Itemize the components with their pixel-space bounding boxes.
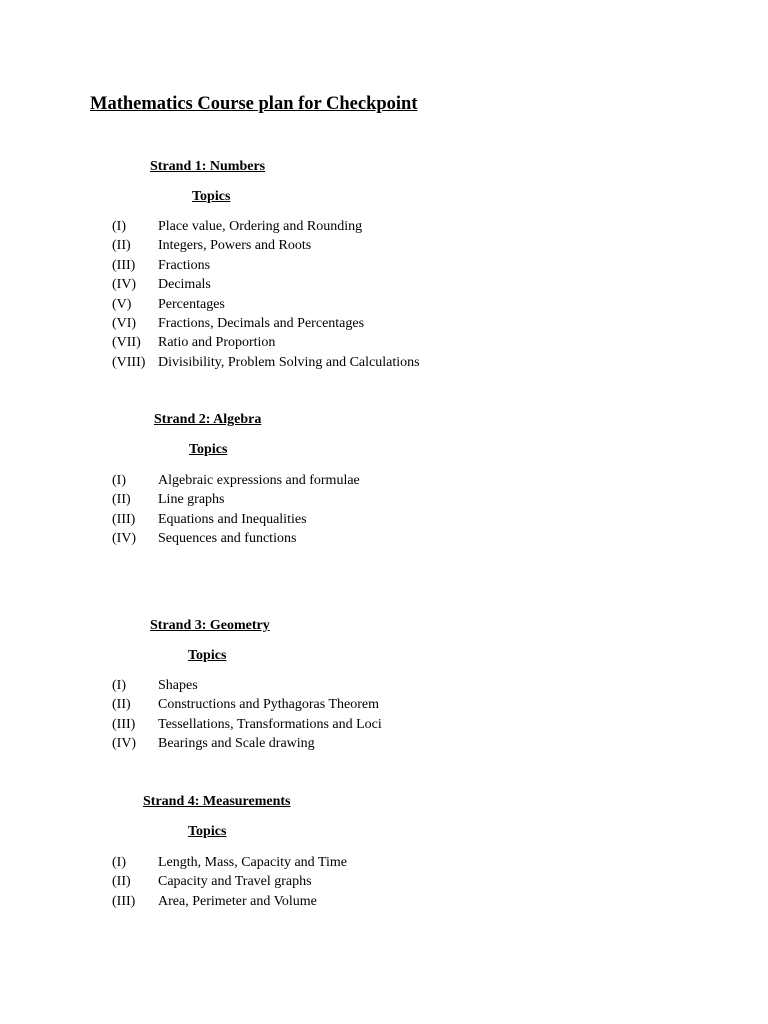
list-item [112,872,347,891]
strand-1-heading: Strand 1: Numbers [150,159,266,174]
topic-number: (IV) [112,277,137,293]
topic-number: (V) [112,296,132,312]
strand-2-topic-list [112,471,360,549]
topic-number: (II) [112,874,131,890]
list-item [112,695,382,714]
topic-number: (I) [112,678,126,693]
list-item [112,853,347,872]
list-item [112,236,420,255]
topic-number: (IV) [112,531,137,547]
document-title: Mathematics Course plan for Checkpoint [90,94,418,114]
topic-number: (II) [112,697,131,713]
strand-4-topic-list [112,853,347,911]
topic-text: Capacity and Travel graphs [158,874,312,890]
strand-1-topics-heading: Topics [192,189,231,204]
topic-text: Tessellations, Transformations and Loci [158,716,382,732]
topic-number: (II) [112,238,131,254]
topic-text: Constructions and Pythagoras Theorem [158,697,379,713]
list-item [112,217,420,236]
topic-text: Integers, Powers and Roots [158,238,312,254]
topic-text: Percentages [158,296,225,312]
topic-text: Bearings and Scale drawing [158,736,315,752]
topic-text: Fractions [158,257,211,273]
list-item [112,314,420,333]
topic-number: (III) [112,511,136,527]
list-item [112,529,360,548]
list-item [112,734,382,753]
topic-number: (III) [112,893,136,909]
strand-4-heading: Strand 4: Measurements [143,794,291,809]
topic-text: Fractions, Decimals and Percentages [158,315,365,331]
topic-text: Line graphs [158,492,225,508]
topic-text: Area, Perimeter and Volume [158,893,317,909]
topic-number: (III) [112,257,136,273]
strand-3-topics-heading: Topics [188,648,227,663]
list-item [112,510,360,529]
topic-text: Length, Mass, Capacity and Time [158,855,347,870]
topic-text: Algebraic expressions and formulae [158,473,360,488]
topic-number: (VII) [112,335,141,351]
list-item [112,333,420,352]
list-item [112,275,420,294]
topic-text: Sequences and functions [158,531,297,547]
topic-text: Decimals [158,277,211,293]
list-item [112,892,347,911]
topic-number: (VIII) [112,354,146,370]
topic-text: Shapes [158,678,198,693]
topic-number: (I) [112,473,126,488]
strand-2-topics-heading: Topics [189,442,228,457]
topic-number: (I) [112,219,126,234]
topic-number: (II) [112,492,131,508]
list-item [112,715,382,734]
list-item [112,490,360,509]
strand-2-heading: Strand 2: Algebra [154,412,262,427]
topic-text: Ratio and Proportion [158,335,276,351]
strand-4-topics-heading: Topics [188,824,227,839]
topic-number: (III) [112,716,136,732]
topic-number: (IV) [112,736,137,752]
topic-text: Divisibility, Problem Solving and Calculations [158,354,420,370]
list-item [112,471,360,490]
list-item [112,676,382,695]
topic-text: Place value, Ordering and Rounding [158,219,363,234]
topic-number: (VI) [112,315,137,331]
topic-text: Equations and Inequalities [158,511,307,527]
strand-1-topic-list [112,217,420,372]
strand-3-heading: Strand 3: Geometry [150,618,270,633]
list-item [112,256,420,275]
list-item [112,353,420,372]
strand-3-topic-list [112,676,382,754]
list-item [112,295,420,314]
topic-number: (I) [112,855,126,870]
